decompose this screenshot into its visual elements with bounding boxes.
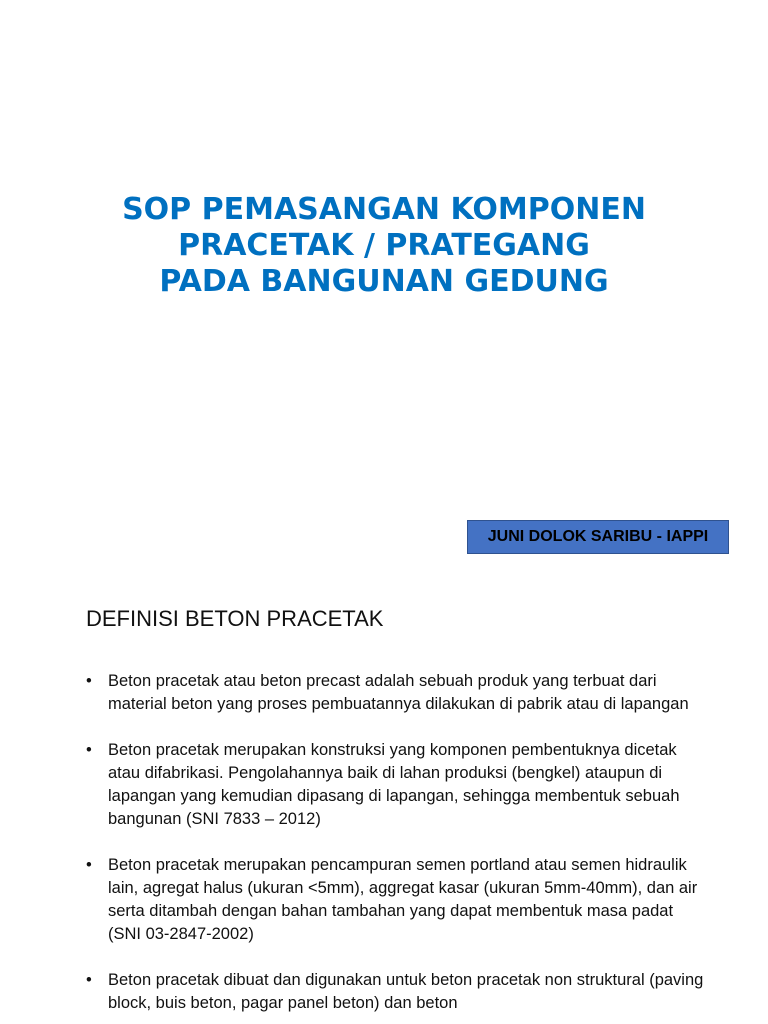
bullet-text: Beton pracetak dibuat dan digunakan untuk beton pracetak non struktural (paving block, buis beton, pagar panel beton) dan beton	[108, 971, 704, 1012]
bullet-icon: •	[86, 741, 92, 759]
bullet-item-1	[86, 670, 706, 716]
bullet-item-3	[86, 854, 706, 946]
author-label: JUNI DOLOK SARIBU - IAPPI	[487, 528, 709, 545]
title-line-3: PADA BANGUNAN GEDUNG	[159, 264, 609, 299]
bullet-text: Beton pracetak merupakan konstruksi yang komponen pembentuknya dicetak atau difabrikasi. Pengolahannya baik di lahan produksi (bengkel) ataupun di lapangan yang kemudian dipasang di lapangan, sehingga membentuk sebuah bangunan (SNI 7833 – 2012)	[108, 741, 680, 828]
bullet-text: Beton pracetak atau beton precast adalah sebuah produk yang terbuat dari material beton yang proses pembuatannya dilakukan di pabrik atau di lapangan	[108, 672, 689, 713]
bullet-item-2	[86, 739, 706, 831]
title-line-2: PRACETAK / PRATEGANG	[178, 228, 590, 263]
slide-title	[40, 192, 728, 300]
definition-slide	[0, 576, 768, 1024]
title-line-1: SOP PEMASANGAN KOMPONEN	[122, 192, 646, 227]
bullet-icon: •	[86, 971, 92, 989]
bullet-list	[86, 670, 706, 1024]
bullet-item-4	[86, 969, 706, 1015]
section-heading: DEFINISI BETON PRACETAK	[86, 606, 384, 631]
bullet-icon: •	[86, 856, 92, 874]
author-box	[467, 520, 729, 554]
bullet-text: Beton pracetak merupakan pencampuran semen portland atau semen hidraulik lain, agregat halus (ukuran <5mm), aggregat kasar (ukuran 5mm-40mm), dan air serta ditambah dengan bahan tambahan yang dapat membentuk masa padat (SNI 03-2847-2002)	[108, 856, 698, 943]
bullet-icon: •	[86, 672, 92, 690]
